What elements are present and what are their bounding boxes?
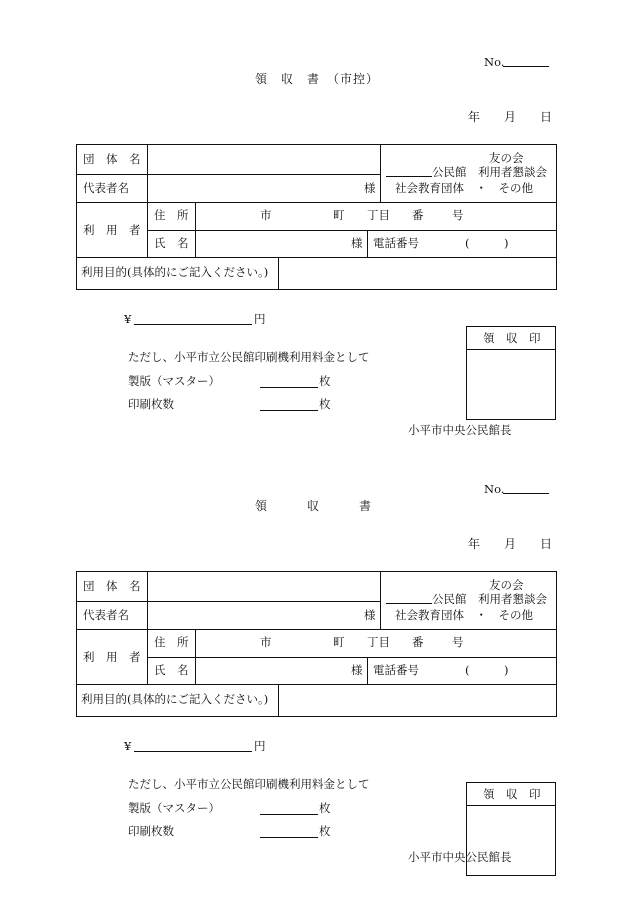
representative-label: 代表者名 xyxy=(83,608,129,622)
receipt-number-field[interactable] xyxy=(503,493,549,494)
receipt-title: 領 収 書 xyxy=(255,499,373,513)
print-count-field[interactable] xyxy=(260,410,318,411)
applicant-table xyxy=(76,571,557,717)
name-field[interactable] xyxy=(197,232,347,255)
print-count-label: 印刷枚数 xyxy=(128,397,174,411)
master-unit: 枚 xyxy=(319,801,331,815)
org-type-kouminkan: 公民館 利用者懇談会 xyxy=(432,592,547,606)
address-ban: 番 xyxy=(412,635,424,649)
master-label: 製版（マスター） xyxy=(128,374,220,388)
master-label: 製版（マスター） xyxy=(128,801,220,815)
issuer-name: 小平市中央公民館長 xyxy=(408,423,512,437)
org-type-kouminkan: 公民館 利用者懇談会 xyxy=(432,165,547,179)
address-label: 住 所 xyxy=(154,635,189,649)
master-count-field[interactable] xyxy=(260,814,318,815)
amount-field[interactable] xyxy=(134,751,252,752)
representative-field[interactable] xyxy=(149,603,359,627)
representative-sama: 様 xyxy=(364,181,376,195)
print-count-unit: 枚 xyxy=(319,824,331,838)
receipt-stamp-label: 領 収 印 xyxy=(483,331,541,345)
receipt-number-field[interactable] xyxy=(503,66,549,67)
name-sama: 様 xyxy=(351,236,363,250)
applicant-table xyxy=(76,144,557,290)
org-type-social: 社会教育団体 ・ その他 xyxy=(395,608,533,622)
print-count-field[interactable] xyxy=(260,837,318,838)
name-sama: 様 xyxy=(351,663,363,677)
phone-label: 電話番号 xyxy=(373,663,419,677)
yen-unit: 円 xyxy=(254,739,266,753)
yen-symbol: ¥ xyxy=(124,312,132,326)
date-label: 年 月 日 xyxy=(468,537,553,551)
address-chome: 丁目 xyxy=(367,208,390,222)
purpose-label: 利用目的(具体的にご記入ください。) xyxy=(81,265,269,279)
address-label: 住 所 xyxy=(154,208,189,222)
receipt-number-label: No. xyxy=(484,482,505,496)
org-type-tomo: 友の会 xyxy=(489,151,524,165)
group-name-label: 団 体 名 xyxy=(83,579,141,593)
purpose-field[interactable] xyxy=(280,686,554,714)
group-name-field[interactable] xyxy=(149,574,378,599)
group-name-label: 団 体 名 xyxy=(83,152,141,166)
representative-field[interactable] xyxy=(149,176,359,200)
user-label: 利 用 者 xyxy=(83,650,141,664)
yen-unit: 円 xyxy=(254,312,266,326)
address-ban: 番 xyxy=(412,208,424,222)
name-field[interactable] xyxy=(197,659,347,682)
user-label: 利 用 者 xyxy=(83,223,141,237)
address-chome: 丁目 xyxy=(367,635,390,649)
amount-field[interactable] xyxy=(134,324,252,325)
phone-label: 電話番号 xyxy=(373,236,419,250)
address-city: 市 xyxy=(260,208,272,222)
receipt-city-copy xyxy=(0,0,630,437)
receipt-number-label: No. xyxy=(484,55,505,69)
master-count-field[interactable] xyxy=(260,387,318,388)
receipt-stamp-box xyxy=(466,326,556,420)
purpose-label: 利用目的(具体的にご記入ください。) xyxy=(81,692,269,706)
master-unit: 枚 xyxy=(319,374,331,388)
name-label: 氏 名 xyxy=(154,236,189,250)
org-type-tomo: 友の会 xyxy=(489,578,524,592)
receipt-customer-copy xyxy=(0,423,630,864)
print-count-unit: 枚 xyxy=(319,397,331,411)
fee-note: ただし、小平市立公民館印刷機利用料金として xyxy=(128,777,370,791)
phone-field[interactable]: ( ) xyxy=(465,236,509,250)
address-city: 市 xyxy=(260,635,272,649)
group-name-field[interactable] xyxy=(149,147,378,172)
kouminkan-name-field[interactable] xyxy=(386,603,432,604)
yen-symbol: ¥ xyxy=(124,739,132,753)
address-town: 町 xyxy=(333,208,345,222)
print-count-label: 印刷枚数 xyxy=(128,824,174,838)
org-type-social: 社会教育団体 ・ その他 xyxy=(395,181,533,195)
receipt-stamp-label: 領 収 印 xyxy=(483,787,541,801)
date-label: 年 月 日 xyxy=(468,110,553,124)
purpose-field[interactable] xyxy=(280,259,554,287)
kouminkan-name-field[interactable] xyxy=(386,176,432,177)
address-go: 号 xyxy=(452,208,464,222)
name-label: 氏 名 xyxy=(154,663,189,677)
address-town: 町 xyxy=(333,635,345,649)
phone-field[interactable]: ( ) xyxy=(465,663,509,677)
address-go: 号 xyxy=(452,635,464,649)
fee-note: ただし、小平市立公民館印刷機利用料金として xyxy=(128,350,370,364)
representative-label: 代表者名 xyxy=(83,181,129,195)
representative-sama: 様 xyxy=(364,608,376,622)
receipt-title: 領 収 書 （市控） xyxy=(255,72,380,86)
issuer-name: 小平市中央公民館長 xyxy=(408,850,512,864)
